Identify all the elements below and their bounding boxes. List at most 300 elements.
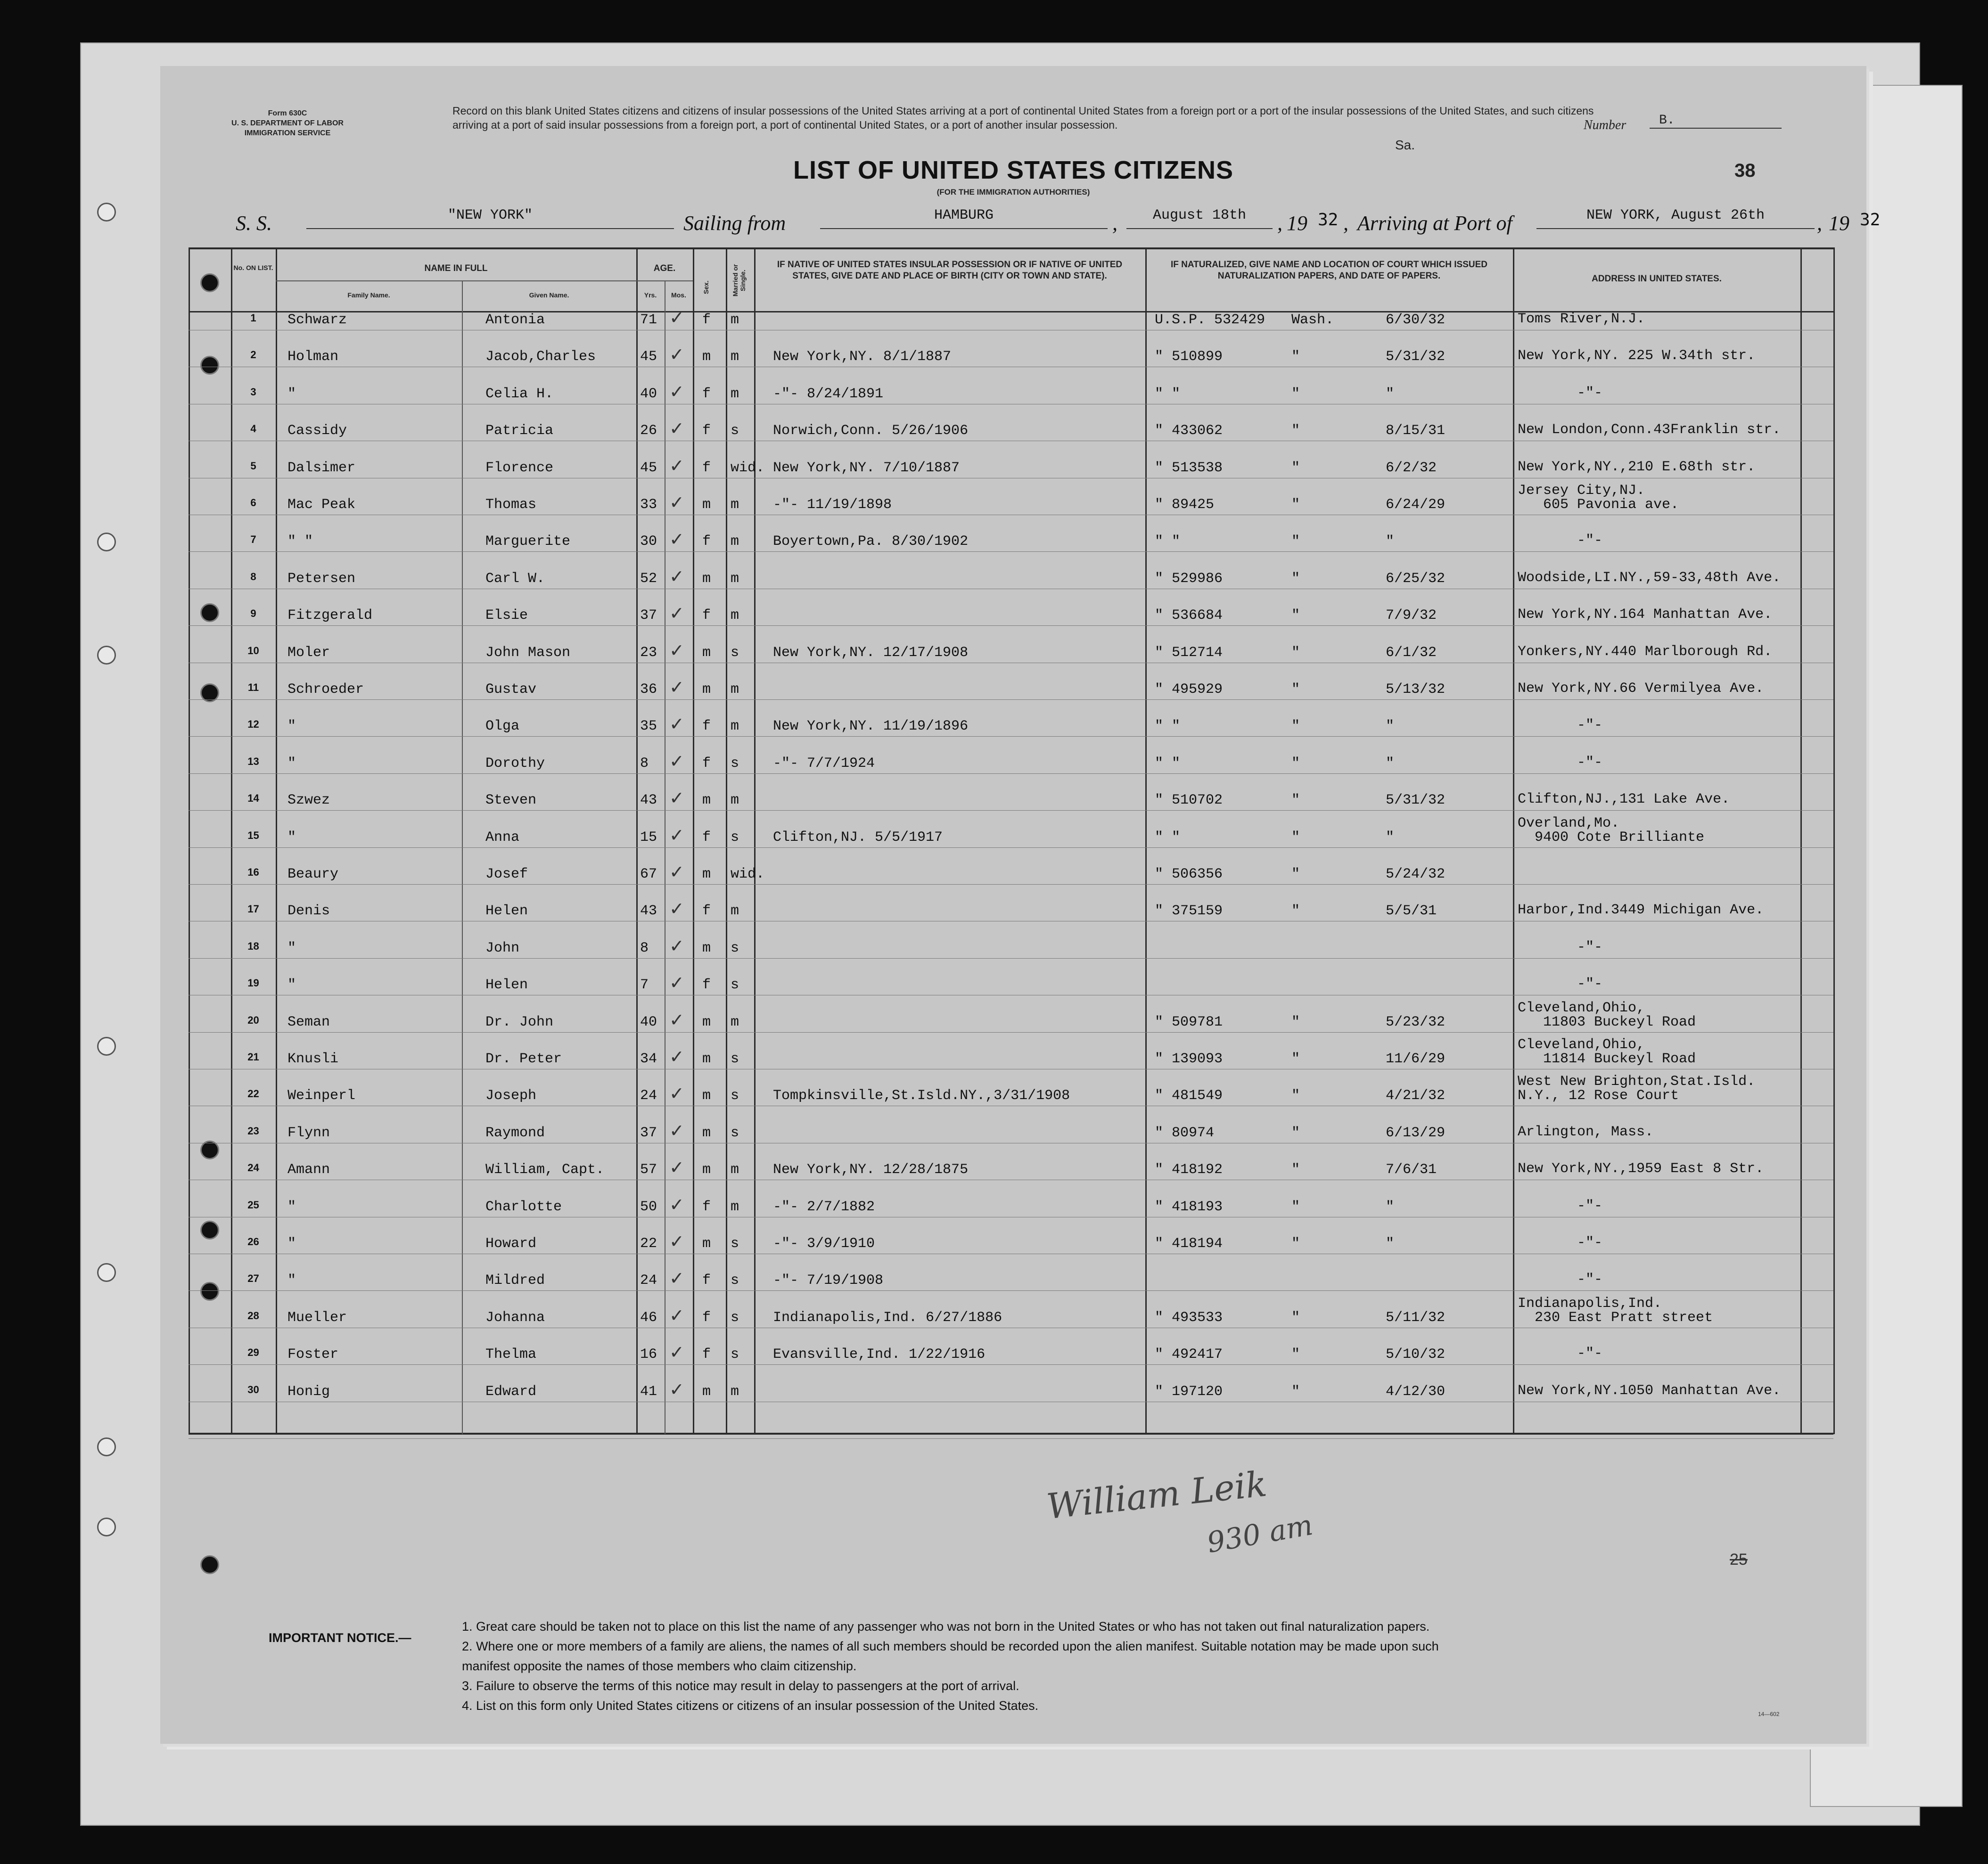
cell-nat-court: " — [1291, 829, 1300, 846]
cell-given: Dorothy — [485, 755, 545, 772]
cell-family: Honig — [288, 1383, 330, 1400]
cell-sex: f — [702, 1347, 711, 1363]
cell-no: 23 — [247, 1125, 259, 1137]
cell-birth: -"- 7/19/1908 — [773, 1273, 884, 1289]
cell-nat-court: " — [1291, 1383, 1300, 1400]
check-mark-icon: ✓ — [669, 1342, 684, 1363]
cell-family: Knusli — [288, 1051, 339, 1067]
cell-sex: m — [702, 792, 711, 809]
cell-ms: m — [731, 349, 739, 365]
cell-nat-no: " 433062 — [1155, 423, 1223, 439]
signature-note: 930 am — [1204, 1508, 1315, 1560]
cell-no: 4 — [250, 423, 256, 435]
cell-nat-date: " — [1386, 534, 1395, 550]
cell-family: " — [288, 718, 296, 735]
cell-address: New York,NY.,210 E.68th str. — [1518, 459, 1756, 475]
cell-ms: wid. — [731, 460, 765, 476]
col-header-married: Married or Single. — [731, 264, 747, 297]
cell-address: Overland,Mo. 9400 Cote Brilliante — [1518, 815, 1705, 846]
cell-age: 37 — [640, 1125, 657, 1141]
check-mark-icon: ✓ — [669, 640, 684, 661]
cell-age: 34 — [640, 1051, 657, 1067]
cell-address: New York,NY. 225 W.34th str. — [1518, 348, 1756, 364]
check-mark-icon: ✓ — [669, 529, 684, 550]
col-header-name: NAME IN FULL — [424, 263, 488, 273]
number-value: B. — [1650, 113, 1782, 129]
cell-nat-court: " — [1291, 1088, 1300, 1104]
check-mark-icon: ✓ — [669, 1268, 684, 1289]
cell-family: Mueller — [288, 1309, 347, 1326]
check-mark-icon: ✓ — [669, 455, 684, 476]
cell-age: 41 — [640, 1383, 657, 1400]
cell-family: Mac Peak — [288, 497, 356, 513]
cell-nat-court: " — [1291, 1347, 1300, 1363]
cell-age: 52 — [640, 570, 657, 587]
cell-no: 10 — [247, 644, 259, 657]
cell-address: New London,Conn.43Franklin str. — [1518, 422, 1781, 438]
cell-nat-court: " — [1291, 1199, 1300, 1215]
cell-sex: f — [702, 755, 711, 772]
cell-nat-date: 7/9/32 — [1386, 608, 1437, 624]
cell-address: Jersey City,NJ. 605 Pavonia ave. — [1518, 483, 1679, 513]
cell-age: 57 — [640, 1162, 657, 1178]
cell-nat-date: 6/24/29 — [1386, 497, 1446, 513]
binder-hole — [97, 1437, 116, 1456]
cell-given: Steven — [485, 792, 537, 809]
cell-given: Mildred — [485, 1273, 545, 1289]
department-name: U. S. DEPARTMENT OF LABOR — [231, 119, 344, 127]
table-row — [160, 739, 1866, 777]
cell-no: 5 — [250, 460, 256, 472]
cell-given: Elsie — [485, 608, 528, 624]
check-mark-icon: ✓ — [669, 935, 684, 956]
cell-age: 43 — [640, 903, 657, 920]
cell-nat-court: " — [1291, 497, 1300, 513]
cell-age: 45 — [640, 460, 657, 476]
punch-hole — [200, 273, 219, 292]
cell-nat-no: " 506356 — [1155, 866, 1223, 882]
cell-address: -"- — [1518, 976, 1603, 993]
cell-given: Dr. Peter — [485, 1051, 562, 1067]
cell-given: John Mason — [485, 644, 571, 661]
table-row — [160, 961, 1866, 999]
cell-no: 8 — [250, 570, 256, 583]
table-row — [160, 444, 1866, 482]
cell-birth: Indianapolis,Ind. 6/27/1886 — [773, 1309, 1002, 1326]
cell-sex: f — [702, 718, 711, 735]
year-prefix-from: 19 — [1287, 212, 1307, 235]
binder-hole — [97, 1263, 116, 1282]
cell-address: Harbor,Ind.3449 Michigan Ave. — [1518, 902, 1764, 919]
table-row — [160, 1368, 1866, 1405]
cell-nat-court: " — [1291, 570, 1300, 587]
check-mark-icon: ✓ — [669, 1231, 684, 1252]
cell-nat-date: 5/31/32 — [1386, 792, 1446, 809]
check-mark-icon: ✓ — [669, 307, 684, 328]
cell-address: -"- — [1518, 754, 1603, 771]
cell-sex: m — [702, 1125, 711, 1141]
cell-address: Toms River,N.J. — [1518, 311, 1645, 327]
cell-nat-court: " — [1291, 1236, 1300, 1252]
cell-nat-court: " — [1291, 1309, 1300, 1326]
check-mark-icon: ✓ — [669, 714, 684, 735]
cell-sex: f — [702, 460, 711, 476]
cell-family: Holman — [288, 349, 339, 365]
cell-nat-court: " — [1291, 1162, 1300, 1178]
cell-no: 21 — [247, 1051, 259, 1063]
cell-nat-date: 8/15/31 — [1386, 423, 1446, 439]
cell-no: 12 — [247, 718, 259, 731]
cell-ms: s — [731, 977, 739, 994]
cell-given: William, Capt. — [485, 1162, 605, 1178]
cell-no: 13 — [247, 755, 259, 767]
binder-hole — [97, 533, 116, 551]
cell-family: " — [288, 977, 296, 994]
cell-birth: New York,NY. 11/19/1896 — [773, 718, 969, 735]
manifest-sheet — [160, 66, 1881, 1744]
cell-nat-no: " 536684 — [1155, 608, 1223, 624]
cell-nat-court: " — [1291, 903, 1300, 920]
cell-ms: s — [731, 1273, 739, 1289]
cell-nat-date: 5/24/32 — [1386, 866, 1446, 882]
cell-no: 28 — [247, 1309, 259, 1322]
cell-age: 30 — [640, 534, 657, 550]
cell-sex: f — [702, 1309, 711, 1326]
cell-ms: m — [731, 718, 739, 735]
cell-age: 43 — [640, 792, 657, 809]
check-mark-icon: ✓ — [669, 603, 684, 624]
cell-nat-no: " 529986 — [1155, 570, 1223, 587]
cell-given: Edward — [485, 1383, 537, 1400]
cell-sex: f — [702, 829, 711, 846]
cell-sex: f — [702, 534, 711, 550]
cell-address: -"- — [1518, 939, 1603, 955]
cell-given: Marguerite — [485, 534, 571, 550]
col-header-sex: Sex. — [702, 280, 710, 295]
cell-nat-court: " — [1291, 866, 1300, 882]
cell-nat-court: " — [1291, 1014, 1300, 1030]
service-name: IMMIGRATION SERVICE — [244, 129, 331, 137]
cell-address: Cleveland,Ohio, 11814 Buckeyl Road — [1518, 1037, 1696, 1067]
cell-birth: New York,NY. 8/1/1887 — [773, 349, 952, 365]
table-row — [160, 1256, 1866, 1294]
cell-address: Cleveland,Ohio, 11803 Buckeyl Road — [1518, 1000, 1696, 1030]
cell-birth: Boyertown,Pa. 8/30/1902 — [773, 534, 969, 550]
cell-ms: m — [731, 608, 739, 624]
cell-sex: m — [702, 682, 711, 698]
cell-nat-date: " — [1386, 1236, 1395, 1252]
cell-nat-date: " — [1386, 755, 1395, 772]
cell-nat-court: " — [1291, 423, 1300, 439]
cell-nat-no: " 510899 — [1155, 349, 1223, 365]
cell-address: -"- — [1518, 1198, 1603, 1214]
cell-nat-no: " " — [1155, 386, 1181, 402]
cell-given: Florence — [485, 460, 554, 476]
col-header-birthplace: IF NATIVE OF UNITED STATES INSULAR POSSESSION OR IF NATIVE OF UNITED STATES, GIVE DATE AND PLACE OF BIRTH (CITY OR TOWN AND STATE). — [777, 260, 1123, 281]
cell-nat-date: 5/11/32 — [1386, 1309, 1446, 1326]
cell-address: -"- — [1518, 717, 1603, 734]
table-row — [160, 813, 1866, 851]
cell-ms: s — [731, 1125, 739, 1141]
table-row — [160, 1294, 1866, 1331]
cell-age: 24 — [640, 1273, 657, 1289]
cell-no: 16 — [247, 866, 259, 878]
cell-given: Howard — [485, 1236, 537, 1252]
cell-nat-date: 6/25/32 — [1386, 570, 1446, 587]
cell-nat-no: " 481549 — [1155, 1088, 1223, 1104]
cell-birth: -"- 8/24/1891 — [773, 386, 884, 402]
notice-label: IMPORTANT NOTICE.— — [269, 1631, 411, 1645]
cell-birth: New York,NY. 7/10/1887 — [773, 460, 960, 476]
cell-given: Gustav — [485, 682, 537, 698]
cell-nat-no: " " — [1155, 534, 1181, 550]
cell-given: Celia H. — [485, 386, 554, 402]
cell-birth: New York,NY. 12/17/1908 — [773, 644, 969, 661]
cell-nat-no: " " — [1155, 829, 1181, 846]
check-mark-icon: ✓ — [669, 788, 684, 809]
cell-nat-court: " — [1291, 718, 1300, 735]
cell-address: -"- — [1518, 533, 1603, 549]
inspector-signature: William Leik — [1044, 1463, 1269, 1527]
cell-nat-court: " — [1291, 644, 1300, 661]
cell-sex: m — [702, 1051, 711, 1067]
cell-age: 8 — [640, 755, 649, 772]
check-mark-icon: ✓ — [669, 418, 684, 439]
cell-ms: m — [731, 534, 739, 550]
cell-given: Olga — [485, 718, 520, 735]
check-mark-icon: ✓ — [669, 1009, 684, 1030]
cell-no: 22 — [247, 1088, 259, 1100]
date-from: August 18th — [1126, 207, 1273, 229]
cell-sex: m — [702, 1383, 711, 1400]
cell-birth: Tompkinsville,St.Isld.NY.,3/31/1908 — [773, 1088, 1070, 1104]
cell-nat-date: " — [1386, 1199, 1395, 1215]
table-row — [160, 629, 1866, 666]
col-header-mos: Mos. — [671, 291, 686, 299]
cell-birth: -"- 7/7/1924 — [773, 755, 875, 772]
cell-sex: m — [702, 1088, 711, 1104]
table-row — [160, 481, 1866, 518]
cell-ms: s — [731, 644, 739, 661]
notice-item: 3. Failure to observe the terms of this notice may result in delay to passengers at the port of arrival. — [462, 1679, 1019, 1693]
cell-nat-no: " 512714 — [1155, 644, 1223, 661]
cell-sex: f — [702, 386, 711, 402]
cell-family: " — [288, 755, 296, 772]
cell-age: 67 — [640, 866, 657, 882]
cell-family: Beaury — [288, 866, 339, 882]
table-row — [160, 665, 1866, 703]
cell-nat-no: U.S.P. 532429 — [1155, 312, 1265, 328]
cell-family: Dalsimer — [288, 460, 356, 476]
cell-address: Arlington, Mass. — [1518, 1124, 1654, 1140]
voyage-line: S. S. "NEW YORK" Sailing from HAMBURG , August 18th , 19 32 , Arriving at Port of NEW YORK, August 26th , 19 32 — [236, 207, 1881, 235]
table-row — [160, 702, 1866, 740]
cell-address: West New Brighton,Stat.Isld. N.Y., 12 Rose Court — [1518, 1074, 1756, 1104]
table-row — [160, 370, 1866, 408]
table-row — [160, 924, 1866, 962]
row-rule — [189, 1438, 1833, 1439]
cell-no: 11 — [247, 682, 259, 693]
cell-no: 3 — [250, 386, 256, 398]
cell-sex: m — [702, 644, 711, 661]
cell-given: Raymond — [485, 1125, 545, 1141]
cell-sex: m — [702, 570, 711, 587]
cell-address: New York,NY.164 Manhattan Ave. — [1518, 607, 1773, 623]
cell-nat-court: " — [1291, 460, 1300, 476]
page-title: LIST OF UNITED STATES CITIZENS — [793, 156, 1233, 184]
cell-nat-court: " — [1291, 1051, 1300, 1067]
cell-family: " " — [288, 534, 313, 550]
cell-ms: m — [731, 682, 739, 698]
check-mark-icon: ✓ — [669, 750, 684, 772]
table-row — [160, 1183, 1866, 1221]
cell-nat-no: " 197120 — [1155, 1383, 1223, 1400]
table-row — [160, 1035, 1866, 1073]
table-row — [160, 591, 1866, 629]
cell-address: New York,NY.,1959 East 8 Str. — [1518, 1161, 1764, 1177]
cell-nat-no: " " — [1155, 755, 1181, 772]
cell-family: Cassidy — [288, 423, 347, 439]
cell-no: 6 — [250, 497, 256, 509]
table-row — [160, 1109, 1866, 1147]
punch-hole — [200, 1555, 219, 1574]
cell-nat-date: 4/12/30 — [1386, 1383, 1446, 1400]
check-mark-icon: ✓ — [669, 1120, 684, 1141]
sailing-label: Sailing from — [683, 212, 786, 235]
cell-sex: m — [702, 1014, 711, 1030]
cell-no: 9 — [250, 608, 256, 620]
year-from: 32 — [1318, 210, 1339, 230]
cell-nat-court: " — [1291, 386, 1300, 402]
cell-age: 33 — [640, 497, 657, 513]
cell-age: 26 — [640, 423, 657, 439]
cell-no: 24 — [247, 1162, 259, 1174]
cell-ms: m — [731, 497, 739, 513]
cell-nat-no: " 495929 — [1155, 682, 1223, 698]
table-row — [160, 407, 1866, 444]
cell-birth: New York,NY. 12/28/1875 — [773, 1162, 969, 1178]
check-mark-icon: ✓ — [669, 1046, 684, 1067]
cell-birth: -"- 3/9/1910 — [773, 1236, 875, 1252]
cell-nat-no: " 418194 — [1155, 1236, 1223, 1252]
cell-sex: f — [702, 1273, 711, 1289]
cell-ms: m — [731, 1383, 739, 1400]
cell-sex: f — [702, 423, 711, 439]
binder-hole — [97, 1518, 116, 1536]
cell-nat-date: 5/5/31 — [1386, 903, 1437, 920]
notice-item: 1. Great care should be taken not to place on this list the name of any passenger who was not born in the United States or who has not taken out final naturalization papers. — [462, 1619, 1430, 1634]
page-number: 38 — [1734, 160, 1756, 181]
cell-address: Yonkers,NY.440 Marlborough Rd. — [1518, 643, 1773, 660]
cell-nat-date: " — [1386, 718, 1395, 735]
cell-given: John — [485, 940, 520, 956]
cell-nat-date: 5/13/32 — [1386, 682, 1446, 698]
form-code: 14—602 — [1758, 1711, 1780, 1717]
check-mark-icon: ✓ — [669, 1305, 684, 1326]
check-mark-icon: ✓ — [669, 862, 684, 882]
cell-nat-no: " 418193 — [1155, 1199, 1223, 1215]
port-to: NEW YORK, August 26th — [1536, 207, 1815, 229]
cell-address: Woodside,LI.NY.,59-33,48th Ave. — [1518, 569, 1781, 586]
cell-family: " — [288, 940, 296, 956]
cell-family: Seman — [288, 1014, 330, 1030]
cell-nat-no: " 510702 — [1155, 792, 1223, 809]
cell-nat-no: " 493533 — [1155, 1309, 1223, 1326]
cell-address: -"- — [1518, 385, 1603, 401]
cell-sex: m — [702, 349, 711, 365]
cell-nat-court: " — [1291, 608, 1300, 624]
binder-hole — [97, 1037, 116, 1056]
cell-no: 30 — [247, 1383, 259, 1396]
cell-given: Helen — [485, 977, 528, 994]
cell-address: New York,NY.1050 Manhattan Ave. — [1518, 1382, 1781, 1399]
cell-nat-date: " — [1386, 829, 1395, 846]
cell-nat-no: " 139093 — [1155, 1051, 1223, 1067]
cell-family: Petersen — [288, 570, 356, 587]
cell-nat-no: " 89425 — [1155, 497, 1215, 513]
cell-nat-no: " 492417 — [1155, 1347, 1223, 1363]
table-row — [160, 1072, 1866, 1109]
cell-nat-no: " 375159 — [1155, 903, 1223, 920]
cell-nat-no: " 509781 — [1155, 1014, 1223, 1030]
cell-no: 18 — [247, 940, 259, 952]
cell-age: 71 — [640, 312, 657, 328]
cell-age: 15 — [640, 829, 657, 846]
cell-given: Dr. John — [485, 1014, 554, 1030]
sa-mark: Sa. — [1395, 138, 1415, 152]
cell-given: Helen — [485, 903, 528, 920]
cell-age: 22 — [640, 1236, 657, 1252]
cell-ms: s — [731, 423, 739, 439]
cell-ms: m — [731, 1014, 739, 1030]
ss-label: S. S. — [236, 212, 272, 235]
table-row — [160, 776, 1866, 814]
cell-given: Anna — [485, 829, 520, 846]
cell-birth: Norwich,Conn. 5/26/1906 — [773, 423, 969, 439]
check-mark-icon: ✓ — [669, 1194, 684, 1215]
cell-ms: s — [731, 1309, 739, 1326]
cell-family: Amann — [288, 1162, 330, 1178]
cell-family: " — [288, 1236, 296, 1252]
cell-address: New York,NY.66 Vermilyea Ave. — [1518, 681, 1764, 697]
cell-family: " — [288, 1199, 296, 1215]
form-id-block — [189, 108, 386, 138]
check-mark-icon: ✓ — [669, 824, 684, 846]
cell-nat-date: 6/13/29 — [1386, 1125, 1446, 1141]
cell-given: Carl W. — [485, 570, 545, 587]
notice-item: 2. Where one or more members of a family are aliens, the names of all such members should be recorded upon the alien manifest. Suitable notation may be made upon such — [462, 1639, 1439, 1653]
check-mark-icon: ✓ — [669, 566, 684, 587]
cell-age: 8 — [640, 940, 649, 956]
cell-birth: -"- 2/7/1882 — [773, 1199, 875, 1215]
notice-item: 4. List on this form only United States citizens or citizens of an insular possession of the United States. — [462, 1699, 1039, 1713]
cell-no: 7 — [250, 534, 256, 546]
check-mark-icon: ✓ — [669, 344, 684, 365]
cell-ms: s — [731, 1088, 739, 1104]
cell-age: 50 — [640, 1199, 657, 1215]
cell-sex: f — [702, 903, 711, 920]
cell-given: Thelma — [485, 1347, 537, 1363]
col-header-given: Given Name. — [529, 291, 569, 299]
cell-nat-date: 5/31/32 — [1386, 349, 1446, 365]
cell-no: 26 — [247, 1236, 259, 1248]
cell-birth: Evansville,Ind. 1/22/1916 — [773, 1347, 986, 1363]
col-header-age: AGE. — [653, 263, 676, 273]
cell-age: 46 — [640, 1309, 657, 1326]
cell-nat-date: 6/1/32 — [1386, 644, 1437, 661]
cell-no: 2 — [250, 349, 256, 361]
binder-hole — [97, 646, 116, 665]
